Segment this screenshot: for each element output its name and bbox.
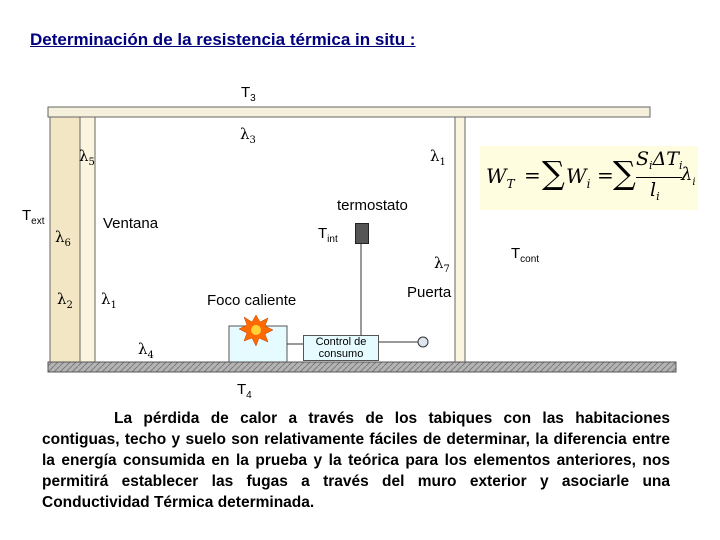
label-t-ext: $T_{ext}$ xyxy=(22,207,45,227)
thermostat-icon xyxy=(355,223,369,244)
label-lambda-6: $\lambda_6$ xyxy=(55,228,71,249)
explanation-paragraph: La pérdida de calor a través de los tabiques con las habitaciones contiguas, techo y suelo son relativamente fáciles de determinar, la diferencia entre la energía consumida en la prueba y la teórica para los elementos anteriores, nos permitirá establecer las fugas a través del muro exterior y asociarle una Conductividad Térmica determinada. xyxy=(42,410,670,511)
label-lambda-1-bottom: $\lambda_1$ xyxy=(101,290,117,311)
flame-core xyxy=(251,325,261,335)
right-partition xyxy=(455,117,465,362)
formula-equals-2: = xyxy=(597,163,614,187)
formula-sum-1: ∑ xyxy=(542,154,565,192)
label-foco-caliente: Foco caliente xyxy=(207,292,297,309)
control-de-consumo-box: Control de consumo xyxy=(303,335,379,361)
formula-fraction-bar xyxy=(636,177,682,178)
formula-numerator: $S_i\Delta T_i$ xyxy=(636,148,683,172)
page-title: Determinación de la resistencia térmica in situ : xyxy=(30,30,416,49)
formula-denominator: $l_i$ xyxy=(650,179,660,203)
formula-equals: = xyxy=(524,163,541,187)
label-lambda-1-top: $\lambda_1$ xyxy=(430,147,446,168)
formula-wi: $W_i$ xyxy=(566,164,591,191)
formula-sum-2: ∑ xyxy=(613,154,636,192)
label-lambda-7: $\lambda_7$ xyxy=(434,254,450,275)
label-t3: $T_3$ xyxy=(241,84,256,104)
formula-box xyxy=(480,146,698,210)
formula-lhs: $W_T$ xyxy=(486,164,515,191)
label-termostato: termostato xyxy=(337,197,408,214)
label-t-cont: $T_{cont}$ xyxy=(511,245,540,265)
formula-lambda: $\lambda_i$ xyxy=(681,164,696,188)
ceiling xyxy=(48,107,650,117)
label-lambda-5: $\lambda_5$ xyxy=(79,147,95,168)
floor xyxy=(48,362,676,372)
label-lambda-4: $\lambda_4$ xyxy=(138,340,154,361)
label-puerta: Puerta xyxy=(407,284,452,301)
label-t4: $T_4$ xyxy=(237,381,252,401)
label-ventana: Ventana xyxy=(103,215,159,232)
meter-icon xyxy=(418,337,428,347)
label-lambda-2: $\lambda_2$ xyxy=(57,290,73,311)
label-t-int: $T_{int}$ xyxy=(318,225,338,245)
label-lambda-3: $\lambda_3$ xyxy=(240,125,256,146)
